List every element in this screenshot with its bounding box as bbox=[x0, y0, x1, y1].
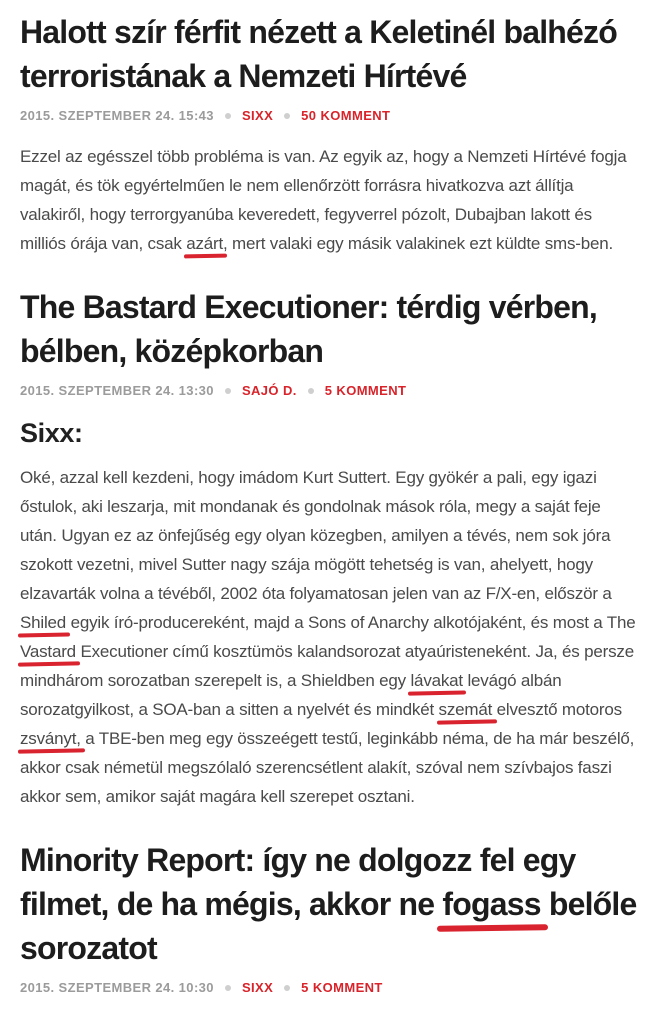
dot-separator-icon bbox=[284, 113, 290, 119]
post-date: 2015. SZEPTEMBER 24. 13:30 bbox=[20, 383, 214, 398]
body-text: levágó albán sorozatgyilkost, a SOA-ban a sitten a nyelvét és mindkét bbox=[20, 671, 562, 719]
body-text: egyik író-producereként, majd a Sons of Anarchy alkotójaként, és most a The bbox=[66, 613, 636, 632]
post-meta bbox=[20, 383, 640, 398]
post-body bbox=[20, 142, 640, 258]
marked-word: Shiled bbox=[20, 613, 67, 632]
post-comments-link[interactable]: 5 KOMMENT bbox=[301, 980, 383, 995]
post-title[interactable]: The Bastard Executioner: térdig vérben, bélben, középkorban bbox=[20, 289, 597, 369]
dot-separator-icon bbox=[225, 113, 231, 119]
title-text: belőle sorozatot bbox=[20, 886, 637, 966]
post-subheading: Sixx: bbox=[20, 418, 83, 448]
article-post bbox=[20, 838, 640, 995]
article-post bbox=[20, 10, 640, 258]
body-text: , mert valaki egy másik valakinek ezt küldte sms-ben. bbox=[223, 234, 614, 253]
dot-separator-icon bbox=[308, 388, 314, 394]
marked-word: zsványt, bbox=[20, 729, 81, 748]
body-text: elvesztő motoros bbox=[492, 700, 622, 719]
post-title[interactable]: Halott szír férfit nézett a Keletinél balhézó terroristának a Nemzeti Hírtévé bbox=[20, 14, 618, 94]
post-meta bbox=[20, 108, 640, 123]
post-date: 2015. SZEPTEMBER 24. 15:43 bbox=[20, 108, 214, 123]
post-comments-link[interactable]: 5 KOMMENT bbox=[324, 383, 407, 398]
post-author-link[interactable]: SIXX bbox=[241, 108, 274, 123]
dot-separator-icon bbox=[225, 985, 231, 991]
marked-word: szemát bbox=[438, 700, 493, 719]
marked-word: azárt bbox=[186, 234, 224, 253]
body-text: a TBE-ben meg egy összeégett testű, leginkább néma, de ha már beszélő, akkor csak németül megszólaló szerencsétlent alakít, szóval nem szívbajos faszi akkor sem, amikor saját magára kell szerepet osztani. bbox=[20, 729, 635, 806]
body-text: Ezzel az egésszel több probléma is van. Az egyik az, hogy a Nemzeti Hírtévé fogja magát, és tök egyértelműen le nem ellenőrzött forrásra hivatkozva azt állítja valakiről, hogy terrorgyanúba keveredett, fegyverrel pózolt, Dubajban lakott és milliós órája van, csak bbox=[20, 147, 627, 253]
marked-word: Vastard bbox=[20, 642, 76, 661]
article-post bbox=[20, 285, 640, 811]
post-author-link[interactable]: SAJÓ D. bbox=[241, 383, 297, 398]
dot-separator-icon bbox=[225, 388, 231, 394]
post-author-link[interactable]: SIXX bbox=[241, 980, 274, 995]
marked-word: lávakat bbox=[410, 671, 463, 690]
post-body bbox=[20, 463, 640, 811]
title-text: Minority Report: így ne dolgozz fel egy filmet, de ha mégis, akkor ne bbox=[20, 842, 576, 922]
body-text: Executioner című kosztümös kalandsorozat atyaúristeneként. Ja, és persze mindhárom sorozatban szerepelt is, a Shieldben egy bbox=[20, 642, 634, 690]
post-date: 2015. SZEPTEMBER 24. 10:30 bbox=[20, 980, 214, 995]
post-title[interactable] bbox=[20, 838, 640, 970]
marked-word: fogass bbox=[442, 886, 541, 922]
dot-separator-icon bbox=[284, 985, 290, 991]
post-meta bbox=[20, 980, 640, 995]
post-comments-link[interactable]: 50 KOMMENT bbox=[301, 108, 391, 123]
body-text: Oké, azzal kell kezdeni, hogy imádom Kurt Suttert. Egy gyökér a pali, egy igazi őstulok, aki leszarja, mit mondanak és gondolnak mások róla, megy a saját feje után. Ugyan ez az önfejűség egy olyan közegben, amilyen a tévés, nem sok jóra szokott vezetni, mivel Sutter nagy szája mögött tehetség is van, ahelyett, hogy elzavarták volna a tévéből, 2002 óta folyamatosan jelen van az F/X-en, először a bbox=[20, 468, 612, 603]
